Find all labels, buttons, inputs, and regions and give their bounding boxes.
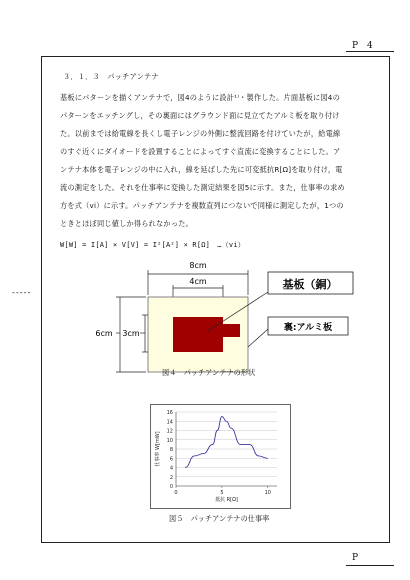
y-axis-label: 仕事率 W[mW] bbox=[155, 431, 161, 467]
body-line: た。以前までは給電線を長くし電子レンジの外側に整流回路を付けていたが，給電線 bbox=[60, 129, 341, 138]
body-line: 方を式（vi）に示す。パッチアンテナを複数直列につないで同様に測定したが，1つの bbox=[60, 201, 344, 210]
callout-back: 裏:アルミ板 bbox=[283, 323, 333, 333]
y-tick-label: 14 bbox=[166, 419, 173, 426]
figure5-caption: 図５ パッチアンテナの仕事率 bbox=[169, 514, 270, 523]
page-number-top: P 4 bbox=[352, 41, 373, 51]
x-axis-label: 抵抗 R[Ω] bbox=[215, 497, 238, 503]
body-line: 基板にパターンを描くアンテナで，図4のように設計¹⁾・製作した。片面基板に図4の bbox=[60, 93, 340, 102]
page-number-bottom: P bbox=[352, 553, 359, 563]
footer-rule bbox=[346, 565, 394, 566]
header-rule bbox=[346, 51, 394, 52]
body-line: 流の測定をした。それを仕事率に変換した測定結果を図5に示す。また，仕事率の求め bbox=[60, 183, 345, 192]
body-line: ときとほぼ同じ値しか得られなかった。 bbox=[60, 219, 193, 228]
y-tick-label: 2 bbox=[169, 474, 173, 481]
figure4-caption: 図４ パッチアンテナの形状 bbox=[162, 368, 256, 377]
x-tick-label: 0 bbox=[174, 490, 178, 496]
series-line bbox=[185, 417, 268, 468]
body-line: パターンをエッチングし，その裏面にはグラウンド面に見立てたアルミ板を取り付け bbox=[60, 111, 340, 120]
y-tick-label: 16 bbox=[166, 410, 173, 416]
dim-outer-width: 8cm bbox=[189, 261, 207, 270]
x-tick-label: 5 bbox=[220, 490, 224, 496]
y-tick-label: 6 bbox=[169, 456, 173, 463]
y-tick-label: 0 bbox=[169, 484, 173, 490]
dim-inner-height: 3cm bbox=[122, 329, 140, 338]
y-tick-label: 4 bbox=[169, 465, 173, 472]
margin-mark: ----- bbox=[12, 288, 32, 297]
x-tick-label: 10 bbox=[264, 490, 272, 496]
body-line: のすぐ近くにダイオードを設置することによってすぐ直流に変換することにした。ア bbox=[60, 147, 341, 156]
callout-substrate: 基板（銅） bbox=[282, 278, 338, 291]
y-tick-label: 12 bbox=[166, 428, 173, 435]
figure4-diagram bbox=[90, 255, 370, 380]
y-tick-label: 8 bbox=[169, 447, 173, 453]
y-tick-label: 10 bbox=[166, 437, 173, 444]
figure5-chart bbox=[150, 404, 289, 507]
dim-inner-width: 4cm bbox=[189, 277, 207, 286]
body-line: ンテナ本体を電子レンジの中に入れ，線を延ばした先に可変抵抗R[Ω]を取り付け，電 bbox=[60, 165, 343, 174]
section-heading: ３．１．３ パッチアンテナ bbox=[63, 72, 159, 81]
power-formula: W[W] = I[A] × V[V] = I²[A²] × R[Ω] …（vi） bbox=[60, 241, 245, 249]
dim-outer-height: 6cm bbox=[95, 329, 113, 338]
